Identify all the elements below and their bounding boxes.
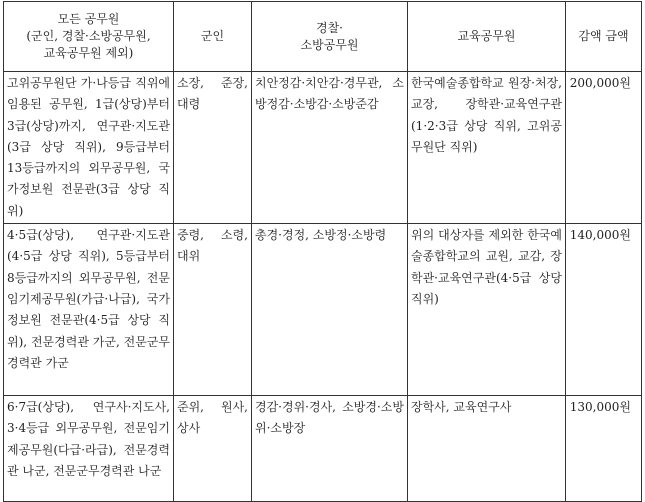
cell-amount: 140,000원 [566,224,642,396]
cell-amount: 200,000원 [566,72,642,224]
cell-education: 장학사, 교육연구사 [408,396,566,502]
table-row [4,396,642,502]
cell-police-fire: 총경·경정, 소방정·소방령 [252,224,408,396]
cell-amount: 130,000원 [566,396,642,502]
header-amount: 감액 금액 [566,2,642,72]
cell-all-officials: 6·7급(상당), 연구사·지도사, 3·4등급 외무공무원, 전문임기제공무원(다급·라급), 전문경력관 나군, 전문군무경력관 나군 [4,396,174,502]
table-header-row [4,2,642,72]
header-all-officials: 모든 공무원 (군인, 경찰·소방공무원, 교육공무원 제외) [4,2,174,72]
cell-all-officials: 고위공무원단 가·나등급 직위에 임용된 공무원, 1급(상당)부터 3급(상당)까지, 연구관·지도관(3급 상당 직위), 9등급부터 13등급까지의 외무공무원, 국가정보원 전문관(3급 상당 직위) [4,72,174,224]
cell-military: 중령, 소령, 대위 [174,224,252,396]
header-military: 군인 [174,2,252,72]
cell-police-fire: 치안정감·치안감·경무관, 소방정감·소방감·소방준감 [252,72,408,224]
cell-education: 한국예술종합학교 원장·처장, 교장, 장학관·교육연구관(1·2·3급 상당 직위, 고위공무원단 직위) [408,72,566,224]
cell-education: 위의 대상자를 제외한 한국예술종합학교의 교원, 교감, 장학관·교육연구관(4·5급 상당 직위) [408,224,566,396]
cell-military: 준위, 원사, 상사 [174,396,252,502]
header-police-fire: 경찰· 소방공무원 [252,2,408,72]
table-row [4,72,642,224]
cell-police-fire: 경감·경위·경사, 소방경·소방위·소방장 [252,396,408,502]
header-education: 교육공무원 [408,2,566,72]
reduction-amount-table [3,1,642,502]
cell-military: 소장, 준장, 대령 [174,72,252,224]
cell-all-officials: 4·5급(상당), 연구관·지도관(4·5급 상당 직위), 5등급부터 8등급까지의 외무공무원, 전문임기제공무원(가급·나급), 국가정보원 전문관(4·5급 상당 직위), 전문경력관 가군, 전문군무경력관 가군 [4,224,174,396]
table-row [4,224,642,396]
